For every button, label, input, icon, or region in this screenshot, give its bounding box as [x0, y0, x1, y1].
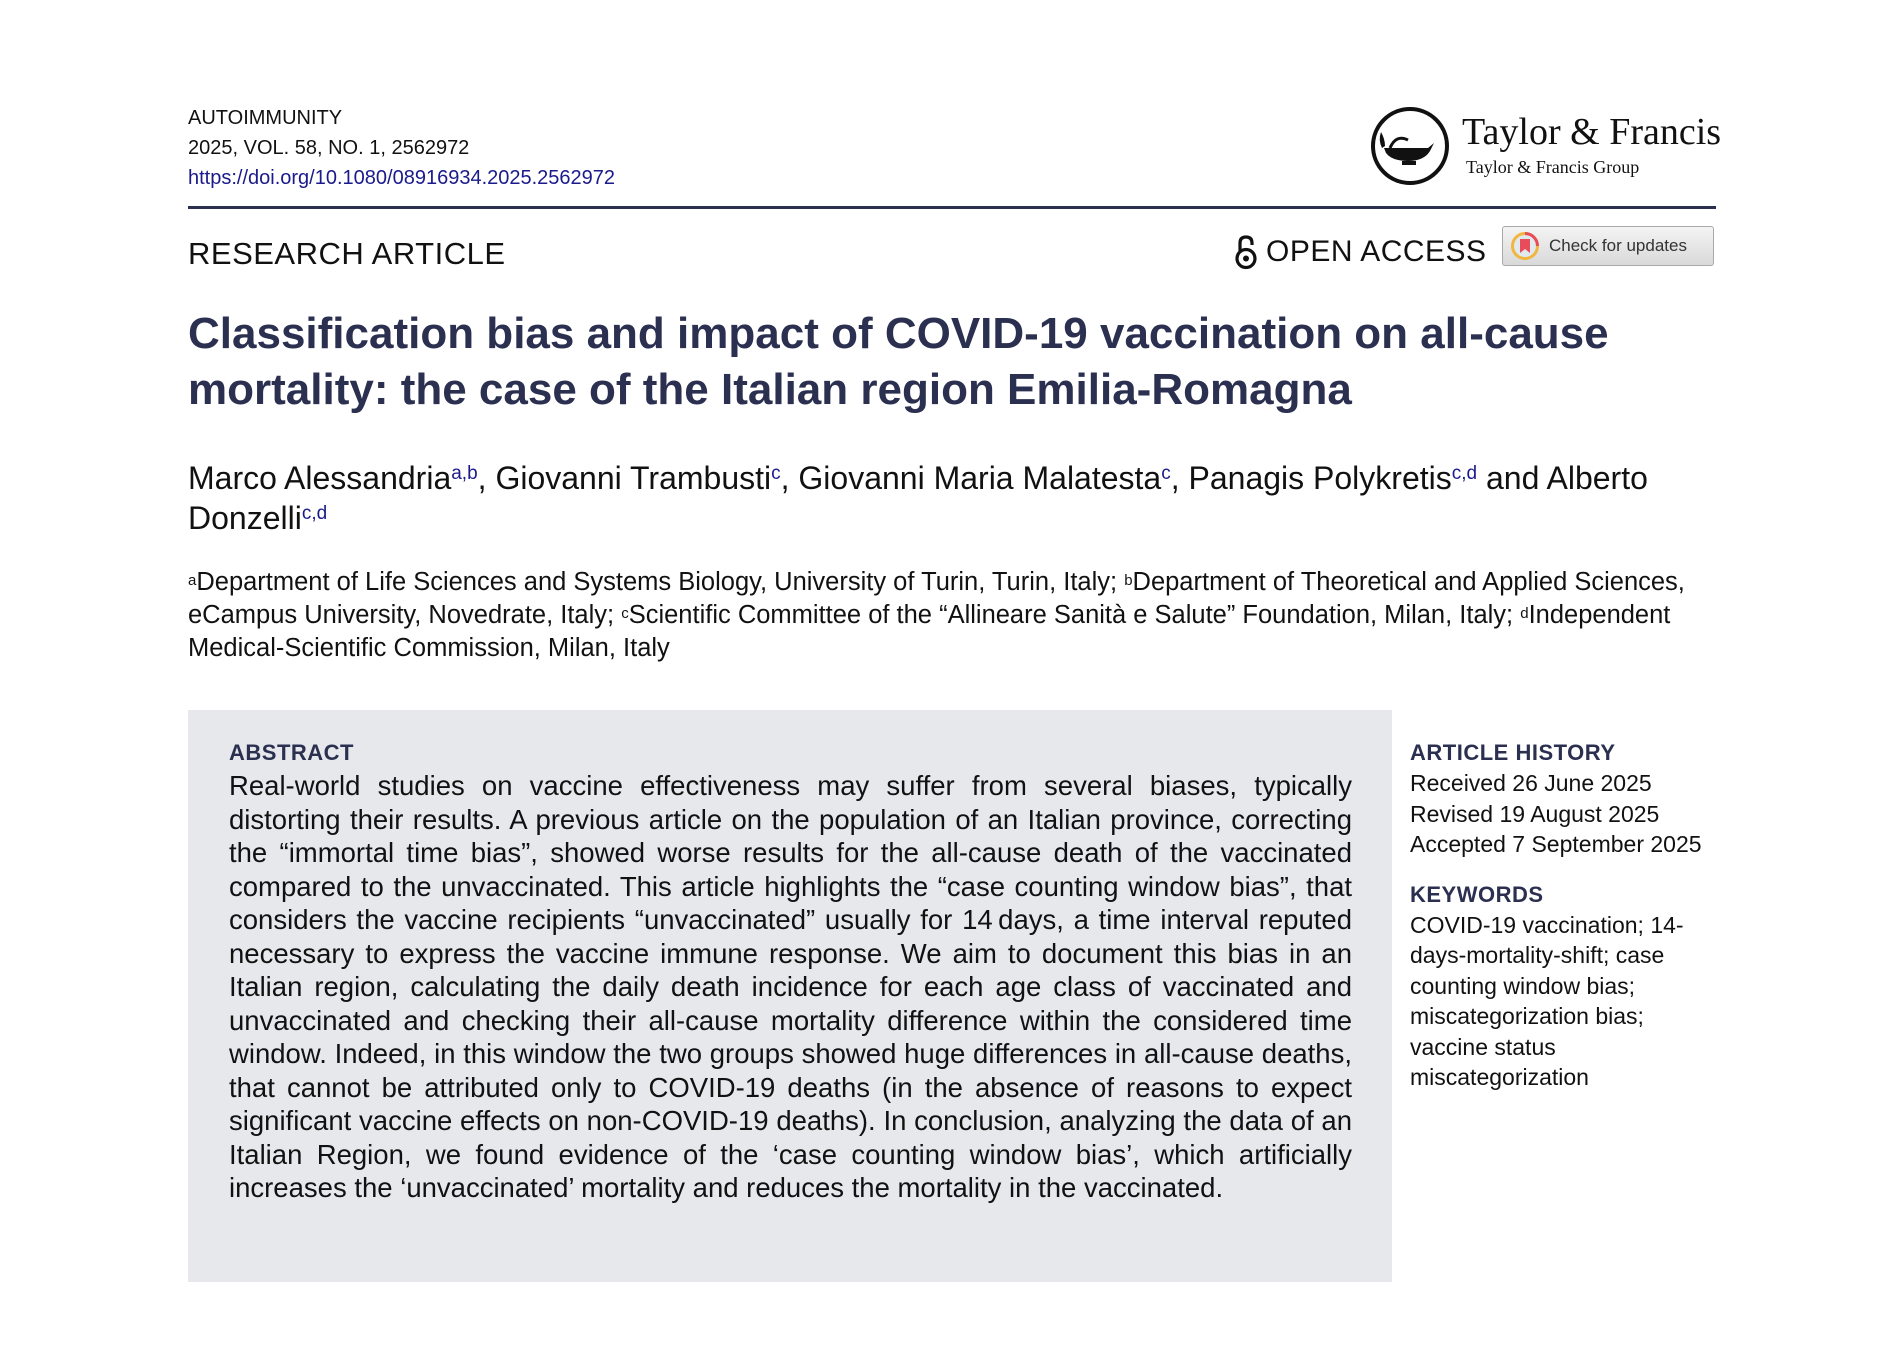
publisher-group: Taylor & Francis Group — [1466, 157, 1640, 177]
author — [188, 460, 495, 496]
journal-name: AUTOIMMUNITY — [188, 107, 343, 129]
affiliation-text: Department of Life Sciences and Systems Biology, University of Turin, Turin, Italy; — [196, 568, 1125, 596]
history-accepted: Accepted 7 September 2025 — [1410, 831, 1702, 857]
author — [495, 460, 798, 496]
article-type: RESEARCH ARTICLE — [188, 236, 506, 271]
publisher-brand — [1370, 104, 1722, 188]
author-name: Panagis Polykretis — [1188, 460, 1452, 496]
keywords-text: COVID-19 vaccination; 14-days-mortality-shift; case counting window bias; miscategorization bias; vaccine status miscategorization — [1410, 911, 1684, 1090]
history-revised: Revised 19 August 2025 — [1410, 800, 1660, 827]
history-received: Received 26 June 2025 — [1410, 770, 1652, 796]
affiliation-text: Scientific Committee of the “Allineare Sanità e Salute” Foundation, Milan, Italy; — [628, 601, 1521, 629]
history-heading: ARTICLE HISTORY — [1410, 740, 1616, 765]
affiliation-marker[interactable]: c,d — [301, 503, 328, 524]
check-for-updates-button[interactable] — [1502, 226, 1714, 266]
article-title: Classification bias and impact of COVID-19 vaccination on all-cause mortality: the case of the Italian region Emilia-Romagna — [188, 309, 1609, 414]
publisher-name: Taylor & Francis — [1462, 111, 1722, 153]
affiliation-marker[interactable]: c — [771, 463, 781, 484]
abstract-heading: ABSTRACT — [229, 740, 354, 765]
affiliation-mark: d — [1520, 605, 1529, 622]
author-name: Giovanni Trambusti — [495, 460, 772, 496]
open-access-badge — [1234, 232, 1487, 272]
author-separator: , — [477, 460, 496, 496]
affiliation-marker[interactable]: c — [1161, 463, 1171, 484]
author-separator: , — [780, 460, 799, 496]
affiliation-text: Independent Medical-Scientific Commission, Milan, Italy — [188, 601, 1671, 662]
open-access-label: OPEN ACCESS — [1266, 235, 1487, 268]
author — [1189, 460, 1486, 496]
journal-citation: 2025, VOL. 58, NO. 1, 2562972 — [188, 137, 470, 159]
open-lock-icon — [1234, 234, 1258, 270]
author-separator — [1477, 460, 1486, 496]
abstract-text: Real-world studies on vaccine effectiveness may suffer from several biases, typically distorting their results. A previous article on the population of an Italian province, correcting the “immortal time bias”, showed worse results for the all-cause death of the vaccinated compared to the unvaccinated. This article highlights the “case counting window bias”, that considers the vaccine recipients “unvaccinated” usually for 14 days, a time interval reputed necessary to express the vaccine immune response. We aim to document this bias in an Italian region, calculating the daily death incidence for each age class of vaccinated and unvaccinated and checking their all-cause mortality difference within the considered time window. Indeed, in this window the two groups showed huge differences in all-cause deaths, that cannot be attributed only to COVID-19 deaths (in the absence of reasons to expect significant vaccine effects on non-COVID-19 deaths). In conclusion, analyzing the data of an Italian Region, we found evidence of the ‘case counting window bias’, which artificially increases the ‘unvaccinated’ mortality and reduces the mortality in the vaccinated. — [229, 770, 1352, 1203]
affiliation-mark: a — [188, 572, 197, 589]
journal-header — [188, 103, 615, 193]
author-list — [188, 458, 1668, 538]
affiliation-text: Department of Theoretical and Applied Sciences, eCampus University, Novedrate, Italy; — [188, 568, 1685, 629]
check-updates-label: Check for updates — [1549, 236, 1687, 255]
header-rule — [188, 206, 1716, 209]
abstract-box — [188, 710, 1392, 1282]
keywords-heading: KEYWORDS — [1410, 881, 1544, 907]
author — [798, 460, 1188, 496]
affiliation-mark: b — [1124, 572, 1133, 589]
author-name: and Alberto Donzelli — [188, 460, 1648, 536]
affiliation-mark: c — [621, 605, 629, 622]
author-separator: , — [1170, 460, 1189, 496]
affiliation-marker[interactable]: c,d — [1451, 463, 1478, 484]
affiliations — [188, 566, 1688, 665]
article-sidebar — [1410, 738, 1710, 1093]
author-name: Marco Alessandria — [188, 460, 452, 496]
affiliation-marker[interactable]: a,b — [451, 463, 478, 484]
doi-link[interactable]: https://doi.org/10.1080/08916934.2025.2562972 — [188, 167, 616, 189]
author-name: Giovanni Maria Malatesta — [798, 460, 1162, 496]
oil-lamp-logo-icon — [1370, 106, 1450, 186]
check-updates-icon — [1511, 232, 1539, 260]
